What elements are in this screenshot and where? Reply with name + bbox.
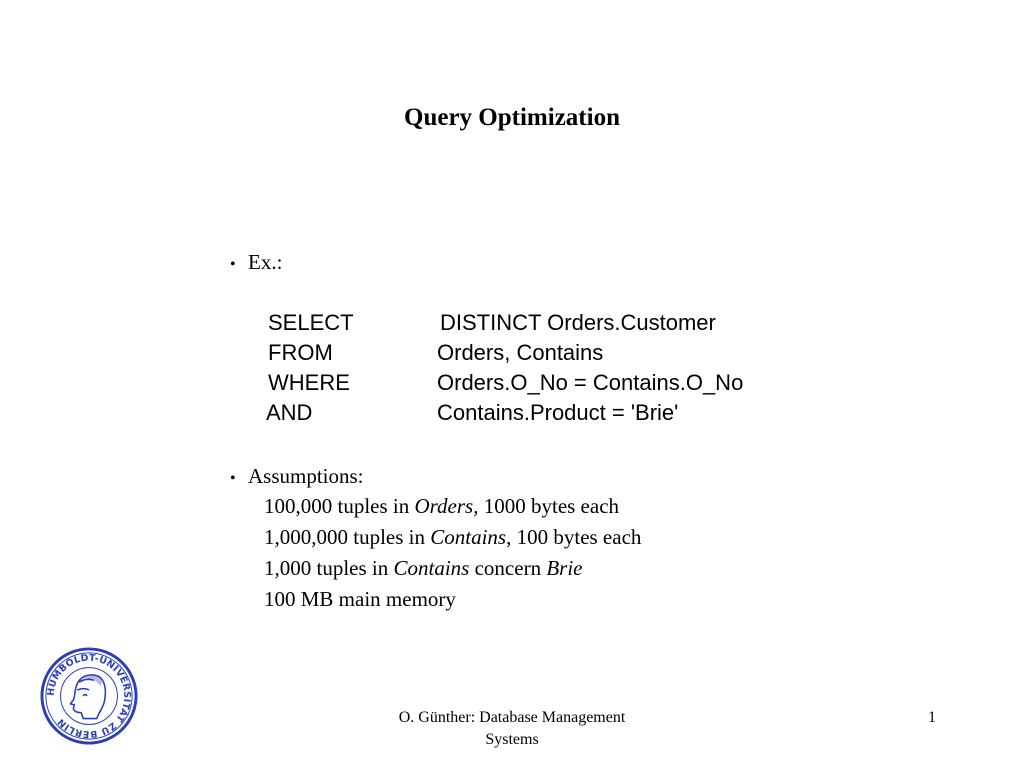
relation-name: Orders, [414,494,479,518]
assumptions-label: Assumptions: [248,464,364,488]
footer-line: Systems [485,731,539,748]
sql-keyword: AND [266,400,313,425]
sql-clause: Orders.O_No = Contains.O_No [437,370,744,395]
sql-line-where [268,368,808,398]
sql-clause: Contains.Product = 'Brie' [437,400,679,425]
seal-text: HUMBOLDT-UNIVERSITÄT ZU BERLIN [45,652,133,740]
page-number: 1 [928,709,936,726]
sql-keyword: SELECT [268,310,354,335]
sql-line-and [266,398,806,428]
assumption-brie [264,553,582,584]
slide-title: Query Optimization [404,104,620,131]
sql-keyword: WHERE [268,370,350,395]
sql-query [268,308,808,432]
footer-line: O. Günther: Database Management [398,709,626,726]
example-label: Ex.: [248,250,283,274]
assumption-text: 1,000,000 tuples in [264,525,431,549]
example-bullet [230,249,282,278]
sql-clause: DISTINCT Orders.Customer [440,310,716,335]
assumptions-bullet [230,463,364,492]
assumption-text: 1000 bytes each [478,494,620,518]
bullet-icon: • [230,256,236,273]
assumption-contains [264,522,641,553]
sql-line-from [268,338,808,368]
relation-name: Contains [393,556,470,580]
sql-keyword: FROM [268,340,333,365]
assumption-text: 100,000 tuples in [264,494,415,518]
assumption-orders [264,491,619,522]
value-name: Brie [546,556,583,580]
assumption-memory: 100 MB main memory [264,587,456,611]
assumption-text: concern [469,556,547,580]
bullet-icon: • [230,470,236,487]
sql-line-select [268,308,808,338]
assumption-text: 1,000 tuples in [264,556,394,580]
university-seal-icon [40,647,138,745]
footer-author [362,707,662,751]
assumption-text: , 100 bytes each [506,525,642,549]
relation-name: Contains [430,525,507,549]
sql-clause: Orders, Contains [437,340,604,365]
